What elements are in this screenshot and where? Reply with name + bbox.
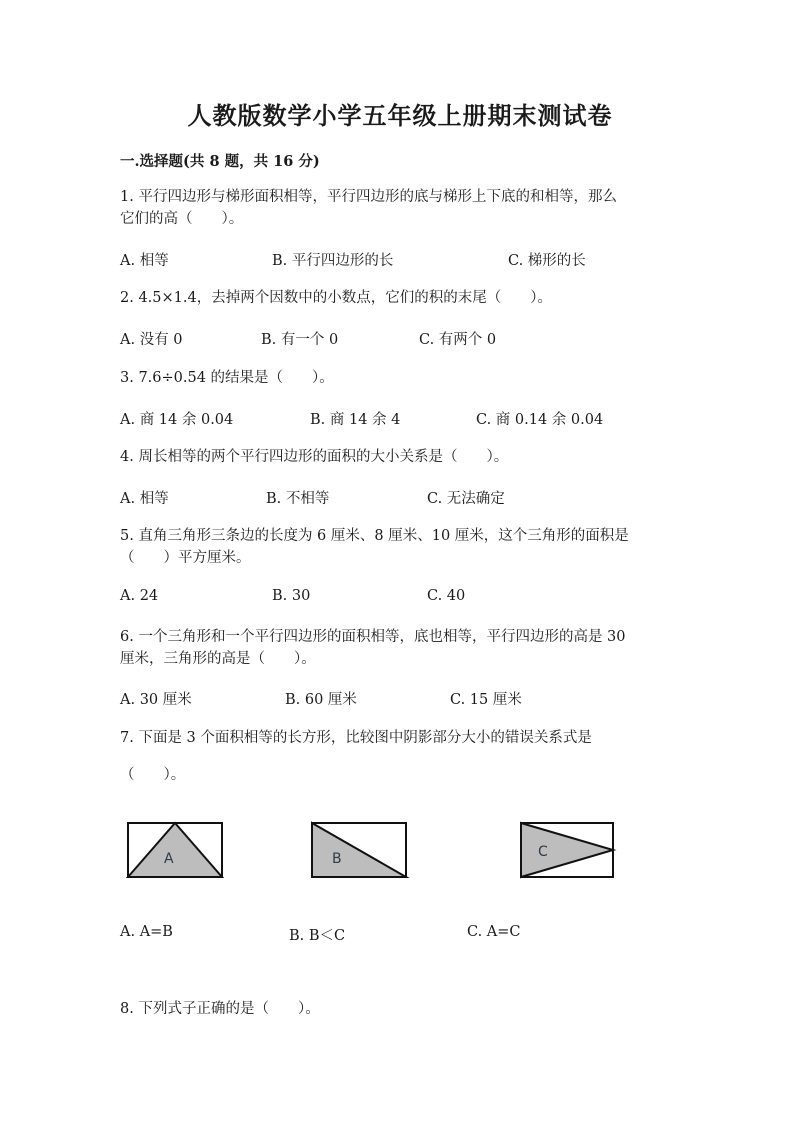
q5-option-a[interactable]: A. 24 [120,588,159,604]
q7-option-a[interactable]: A. A=B [120,924,173,940]
figure-label-b: B [332,851,342,867]
question-5 [120,525,680,569]
figure-a [128,823,222,877]
question-8 [120,998,680,1020]
question-text: （ ）平方厘米。 [120,550,251,566]
question-text: 7. 下面是 3 个面积相等的长方形，比较图中阴影部分大小的错误关系式是 [120,730,592,746]
q6-option-b[interactable]: B. 60 厘米 [285,692,357,708]
question-text: （ ）。 [120,767,186,783]
figure-label-c: C [538,844,548,860]
question-7-blank [120,764,680,786]
question-text: 2. 4.5×1.4，去掉两个因数中的小数点，它们的积的末尾（ ）。 [120,290,552,306]
question-3 [120,367,680,389]
q7-figures [0,815,800,885]
q6-option-a[interactable]: A. 30 厘米 [120,692,192,708]
q5-option-b[interactable]: B. 30 [272,588,311,604]
page-title: 人教版数学小学五年级上册期末测试卷 [187,101,613,130]
q1-option-c[interactable]: C. 梯形的长 [508,253,586,269]
q2-option-c[interactable]: C. 有两个 0 [419,332,497,348]
question-6 [120,626,680,670]
q3-option-b[interactable]: B. 商 14 余 4 [310,412,401,428]
q4-option-c[interactable]: C. 无法确定 [427,491,505,507]
figure-label-a: A [164,851,174,867]
question-text: 4. 周长相等的两个平行四边形的面积的大小关系是（ ）。 [120,449,509,465]
figure-b [312,823,406,877]
q3-option-c[interactable]: C. 商 0.14 余 0.04 [476,412,604,428]
question-text: 8. 下列式子正确的是（ ）。 [120,1001,320,1017]
q1-option-b[interactable]: B. 平行四边形的长 [272,253,394,269]
question-text: 5. 直角三角形三条边的长度为 6 厘米、8 厘米、10 厘米，这个三角形的面积是 [120,528,629,544]
question-text: 厘米，三角形的高是（ ）。 [120,651,316,667]
question-text: 1. 平行四边形与梯形面积相等，平行四边形的底与梯形上下底的和相等，那么 [120,189,617,205]
q2-option-b[interactable]: B. 有一个 0 [261,332,339,348]
q7-option-b[interactable]: B. B＜C [289,928,346,944]
question-1 [120,186,680,230]
question-text: 6. 一个三角形和一个平行四边形的面积相等，底也相等，平行四边形的高是 30 [120,629,626,645]
section-heading: 一.选择题(共 8 题，共 16 分) [120,153,320,170]
q5-option-c[interactable]: C. 40 [427,588,466,604]
question-7 [120,727,680,749]
q4-option-b[interactable]: B. 不相等 [266,491,330,507]
question-2 [120,287,680,309]
q3-option-a[interactable]: A. 商 14 余 0.04 [120,412,234,428]
question-text: 3. 7.6÷0.54 的结果是（ ）。 [120,370,334,386]
q7-option-c[interactable]: C. A=C [467,924,521,940]
q4-option-a[interactable]: A. 相等 [120,491,169,507]
q6-option-c[interactable]: C. 15 厘米 [450,692,522,708]
q1-option-a[interactable]: A. 相等 [120,253,169,269]
question-text: 它们的高（ ）。 [120,211,244,227]
figure-c [521,823,613,877]
question-4 [120,446,680,468]
q2-option-a[interactable]: A. 没有 0 [120,332,183,348]
